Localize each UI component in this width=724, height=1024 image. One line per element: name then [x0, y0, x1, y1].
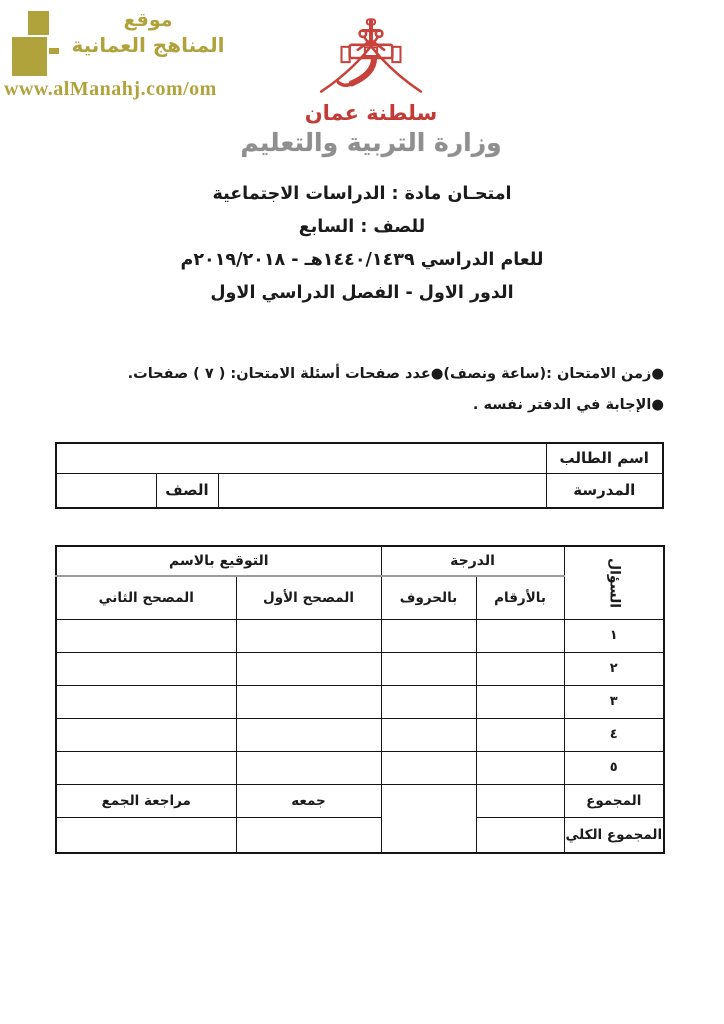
grand-total-marker2-cell [56, 817, 236, 853]
oman-emblem-icon [311, 18, 431, 94]
signature-group-header: التوقيع بالاسم [56, 546, 381, 576]
site-url: www.alManahj.com/om [4, 78, 217, 100]
letters-cell [381, 751, 476, 784]
marker1-cell [236, 751, 381, 784]
question-row-4 [56, 718, 664, 751]
question-number: ٢ [564, 652, 664, 685]
school-class-row [56, 473, 663, 508]
exam-grade-line: للصف : السابع [298, 217, 426, 237]
site-name-line2: المناهج العمانية [71, 33, 225, 57]
marker2-cell [56, 718, 236, 751]
marker1-cell [236, 685, 381, 718]
class-label: الصف [156, 473, 218, 508]
total-numbers-cell [476, 784, 564, 817]
question-number: ٤ [564, 718, 664, 751]
instruction-answer-location: ●الإجابة في الدفتر نفسه . [472, 397, 664, 413]
question-column-header: السؤال [564, 546, 664, 619]
class-field [56, 473, 156, 508]
student-name-row [56, 443, 663, 473]
question-row-3 [56, 685, 664, 718]
ministry-header [0, 18, 724, 158]
marker2-cell [56, 685, 236, 718]
exam-title-block [0, 178, 724, 310]
student-name-label: اسم الطالب [546, 443, 663, 473]
numbers-cell [476, 751, 564, 784]
question-row-2 [56, 652, 664, 685]
question-number: ٣ [564, 685, 664, 718]
total-row [56, 784, 664, 817]
letters-cell [381, 619, 476, 652]
numbers-cell [476, 619, 564, 652]
instruction-time-pages: ●زمن الامتحان :(ساعة ونصف)●عدد صفحات أسئلة الامتحان: ( ٧ ) صفحات. [127, 366, 664, 382]
first-marker-header: المصحح الأول [236, 576, 381, 619]
exam-year-line: للعام الدراسي ١٤٤٠/١٤٣٩هـ - ٢٠١٩/٢٠١٨م [180, 250, 544, 270]
question-number: ١ [564, 619, 664, 652]
numbers-cell [476, 652, 564, 685]
letters-cell [381, 685, 476, 718]
numbers-column-header: بالأرقام [476, 576, 564, 619]
exam-round-line: الدور الاول - الفصل الدراسي الاول [210, 283, 514, 303]
site-name-line1: موقع [123, 9, 173, 31]
exam-instructions [60, 359, 664, 421]
marks-table [55, 545, 665, 854]
second-marker-header: المصحح الثاني [56, 576, 236, 619]
grand-total-marker1-cell [236, 817, 381, 853]
total-marker1-cell: جمعه [236, 784, 381, 817]
marks-header-row-1 [56, 546, 664, 576]
grand-total-numbers-cell [476, 817, 564, 853]
numbers-cell [476, 718, 564, 751]
marker2-cell [56, 751, 236, 784]
marker2-cell [56, 619, 236, 652]
marker1-cell [236, 619, 381, 652]
marker1-cell [236, 718, 381, 751]
school-field [218, 473, 546, 508]
question-row-1 [56, 619, 664, 652]
numbers-cell [476, 685, 564, 718]
letters-cell [381, 718, 476, 751]
question-row-5 [56, 751, 664, 784]
total-letters-cell [381, 784, 476, 853]
exam-subject-line: امتحـان مادة : الدراسات الاجتماعية [212, 184, 512, 204]
ministry-title: وزارة التربية والتعليم [240, 128, 502, 157]
total-label: المجموع [564, 784, 664, 817]
question-number: ٥ [564, 751, 664, 784]
school-label: المدرسة [546, 473, 663, 508]
marker2-cell [56, 652, 236, 685]
total-marker2-cell: مراجعة الجمع [56, 784, 236, 817]
letters-cell [381, 652, 476, 685]
student-name-field [56, 443, 546, 473]
marker1-cell [236, 652, 381, 685]
grand-total-label: المجموع الكلي [564, 817, 664, 853]
sultanate-title: سلطنة عمان [304, 101, 438, 125]
grand-total-row [56, 817, 664, 853]
student-info-table [55, 442, 664, 509]
letters-column-header: بالحروف [381, 576, 476, 619]
grade-group-header: الدرجة [381, 546, 564, 576]
